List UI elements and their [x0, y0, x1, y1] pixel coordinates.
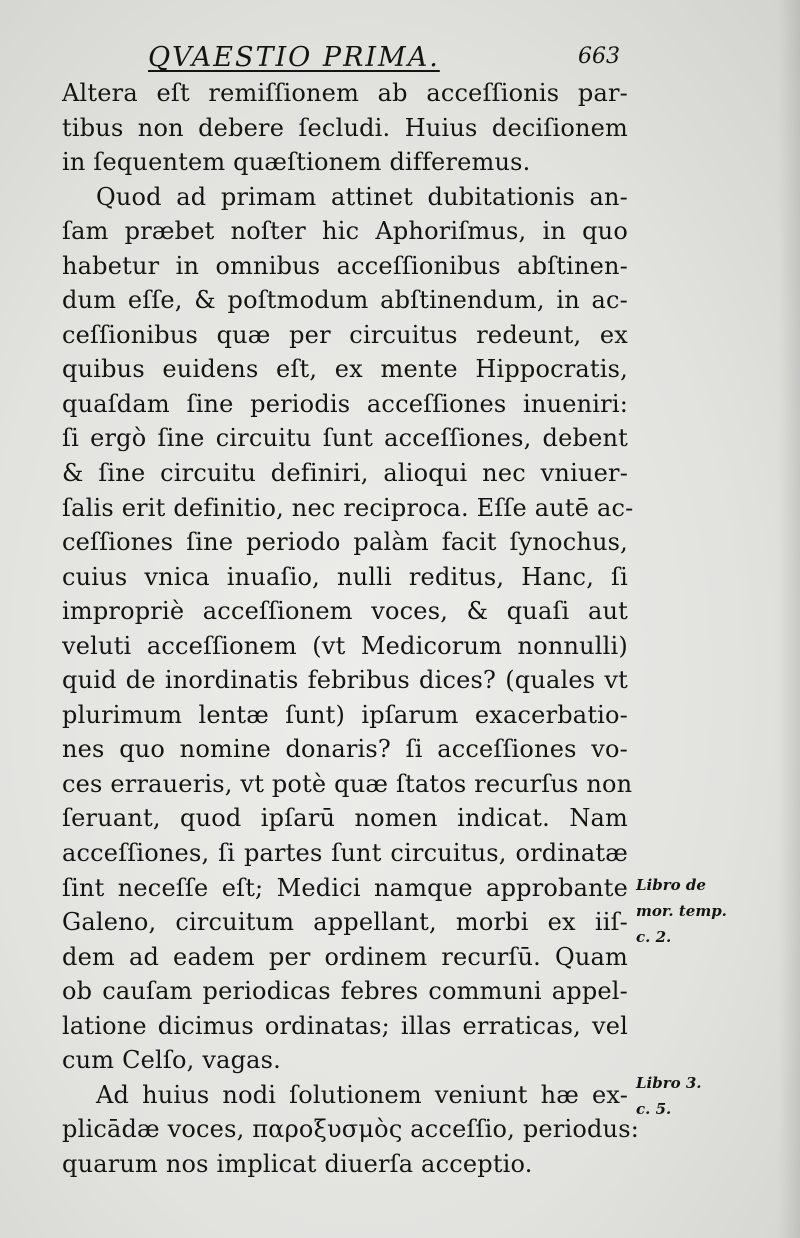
text-line: ſeruant, quod ipſarū nomen indicat. Nam	[62, 804, 628, 833]
text-line: ceſſiones ſine periodo palàm facit ſynochus,	[62, 528, 628, 557]
text-line: nes quo nomine donaris? ſi acceſſiones vo-	[62, 735, 628, 764]
margin-note-line: Libro de	[636, 876, 706, 894]
text-line: plurimum lentæ ſunt) ipſarum exacerbatio-	[62, 700, 628, 729]
text-line: dem ad eadem per ordinem recurſū. Quam	[62, 942, 628, 971]
text-line: dum eſſe, & poſtmodum abſtinendum, in ac-	[62, 286, 628, 315]
margin-note-line: c. 5.	[636, 1100, 672, 1118]
text-line: ceſſionibus quæ per circuitus redeunt, ex	[62, 320, 628, 349]
text-line: ſi ergò ſine circuitu ſunt acceſſiones, debent	[62, 424, 628, 453]
text-line: plicādæ voces, παροξυσμὸς acceſſio, periodus:	[62, 1115, 640, 1144]
margin-note	[636, 872, 786, 950]
text-line: ob cauſam periodicas febres communi appel-	[62, 977, 628, 1006]
margin-note	[636, 1070, 786, 1122]
margin-note-line: c. 2.	[636, 928, 672, 946]
text-line: Ad huius nodi ſolutionem veniunt hæ ex-	[96, 1080, 628, 1109]
text-line: quaſdam ſine periodis acceſſiones inueniri:	[62, 389, 628, 418]
body-text	[62, 76, 640, 1182]
text-line: tibus non debere ſecludi. Huius deciſionem	[62, 113, 628, 142]
text-line: in ſequentem quæſtionem differemus.	[62, 148, 531, 177]
text-line: acceſſiones, ſi partes ſunt circuitus, ordinatæ	[62, 839, 628, 868]
text-line: ſalis erit definitio, nec reciproca. Eſſe autē ac-	[62, 493, 634, 522]
text-line: & ſine circuitu definiri, alioqui nec vniuer-	[62, 459, 628, 488]
text-line: veluti acceſſionem (vt Medicorum nonnulli)	[62, 631, 628, 660]
text-line: impropriè acceſſionem voces, & quaſi aut	[62, 597, 628, 626]
text-line: ſam præbet noſter hic Aphoriſmus, in quo	[62, 217, 628, 246]
text-line: ces erraueris, vt potè quæ ſtatos recurſus non	[62, 769, 633, 798]
text-line: Altera eſt remiſſionem ab acceſſionis par-	[62, 79, 628, 107]
text-line: quid de inordinatis febribus dices? (quales vt	[62, 666, 628, 695]
running-head: QVAESTIO PRIMA.	[148, 42, 440, 73]
text-line: quibus euidens eſt, ex mente Hippocratis,	[62, 355, 628, 384]
text-line: quarum nos implicat diuerſa acceptio.	[62, 1149, 533, 1178]
text-line: Galeno, circuitum appellant, morbi ex iiſ-	[62, 908, 628, 937]
text-line: Quod ad primam attinet dubitationis an-	[96, 182, 628, 211]
text-line: ſint neceſſe eſt; Medici namque approbante	[62, 873, 628, 902]
text-line: cuius vnica inuaſio, nulli reditus, Hanc, ſi	[62, 562, 628, 591]
margin-note-line: Libro 3.	[636, 1074, 702, 1092]
text-line: latione dicimus ordinatas; illas erraticas, vel	[62, 1011, 628, 1040]
margin-note-line: mor. temp.	[636, 902, 727, 920]
text-line: cum Celſo, vagas.	[62, 1046, 282, 1075]
page-number: 663	[578, 44, 620, 69]
text-line: habetur in omnibus acceſſionibus abſtinen-	[62, 251, 628, 280]
page-edge-shadow	[778, 0, 800, 1238]
